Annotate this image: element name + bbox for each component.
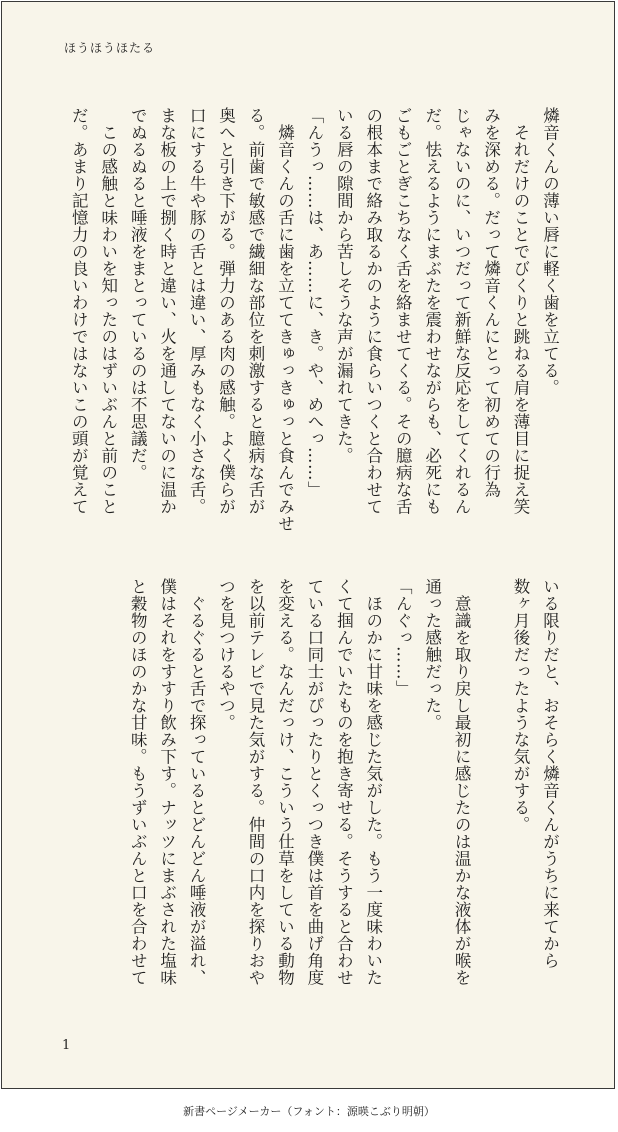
text-column: ごもごとぎこちなく舌を絡ませてくる。その臆病な舌 <box>393 107 413 515</box>
text-column: みを深める。だって燐音くんにとって初めての行為 <box>481 107 501 498</box>
text-column: と穀物のほのかな甘味。もうずいぶんと口を合わせて <box>128 578 148 986</box>
text-column: まな板の上で捌く時と違い、火を通してないのに温か <box>157 107 177 515</box>
text-column: ている口同士がぴったりとくっつき僕は首を曲げ角度 <box>304 578 324 986</box>
text-column: 意識を取り戻し最初に感じたのは温かな液体が喉を <box>452 578 472 986</box>
text-column: を以前テレビで見た気がする。仲間の口内を探りおや <box>246 578 265 986</box>
text-column: この感触と味わいを知ったのはずいぶんと前のこと <box>98 107 118 515</box>
text-column: いる限りだと、おそらく燐音くんがうちに来てから <box>540 578 560 969</box>
text-column: 僕はそれをすすり飲み下す。ナッツにまぶされた塩味 <box>157 578 177 986</box>
text-column: の根本まで絡み取るかのように食らいつくと合わせて <box>363 107 383 515</box>
text-column: 数ヶ月後だったような気がする。 <box>511 578 531 833</box>
text-column: 通った感触だった。 <box>422 578 442 731</box>
text-column: 「んぐっ……」 <box>393 578 413 697</box>
text-column: を変える。なんだっけ、こういう仕草をしている動物 <box>275 578 295 986</box>
page-number: 1 <box>62 1038 71 1053</box>
page-header-title: ほうほうほたる <box>64 41 156 55</box>
text-column: じゃないのに、いつだって新鮮な反応をしてくれるん <box>452 107 472 515</box>
text-column: 「んうっ……は、あ……に、き。や、めへっ……」 <box>304 107 324 498</box>
text-column: る。前歯で敏感で繊細な部位を刺激すると臆病な舌が <box>246 107 265 515</box>
text-column: 奥へと引き下がる。弾力のある肉の感触。よく僕らが <box>216 107 236 515</box>
text-column: つを見つけるやつ。 <box>216 578 236 731</box>
text-column: ほのかに甘味を感じた気がした。もう一度味わいた <box>363 578 383 986</box>
footer-credit: 新書ページメーカー（フォント：源暎こぶり明朝） <box>183 1105 435 1118</box>
text-column: でぬるぬると唾液をまとっているのは不思議だ。 <box>128 107 148 481</box>
text-column: 口にする牛や豚の舌とは違い、厚みもなく小さな舌。 <box>187 107 207 515</box>
text-column: いる唇の隙間から苦しそうな声が漏れてきた。 <box>334 107 354 464</box>
book-page <box>1 1 615 1089</box>
text-column: ぐるぐると舌で探っているとどんどん唾液が溢れ、 <box>187 578 207 986</box>
text-column: くて掴んでいたものを抱き寄せる。そうすると合わせ <box>334 578 354 986</box>
text-column: だ。怯えるようにまぶたを震わせながらも、必死にも <box>422 107 442 515</box>
text-column: 燐音くんの薄い唇に軽く歯を立てる。 <box>540 107 560 396</box>
text-column: だ。あまり記憶力の良いわけではないこの頭が覚えて <box>69 107 89 515</box>
text-column: それだけのことでびくりと跳ねる肩を薄目に捉え笑 <box>511 107 531 515</box>
text-column: 燐音くんの舌に歯を立ててきゅっきゅっと食んでみせ <box>275 107 295 532</box>
